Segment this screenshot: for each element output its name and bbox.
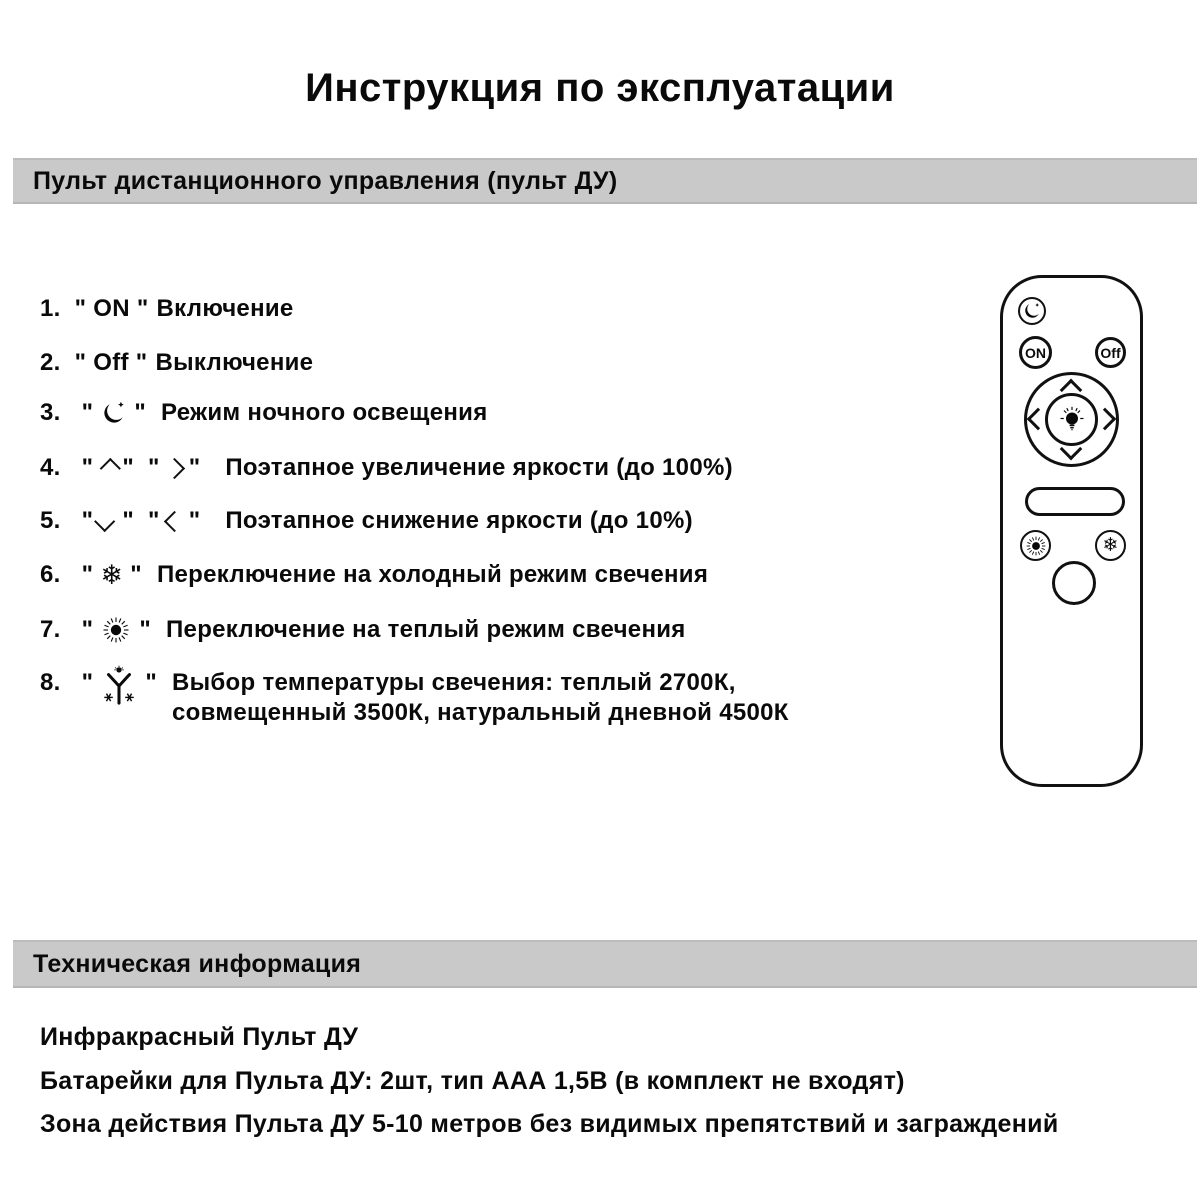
snowflake-icon: ❄	[100, 560, 124, 590]
item-text: Включение	[156, 295, 294, 322]
quote: "	[81, 399, 94, 426]
light-center-button	[1045, 393, 1098, 446]
bar-button	[1025, 487, 1125, 516]
quote: "	[139, 616, 151, 643]
section-header-tech	[13, 940, 1197, 988]
light-bulb-icon	[1054, 402, 1090, 438]
page-title: Инструкция по эксплуатации	[305, 66, 895, 110]
cold-mode-button	[1095, 530, 1126, 561]
quote: "	[81, 616, 94, 643]
tech-line-range: Зона действия Пульта ДУ 5-10 метров без видимых препятствий и заграждений	[40, 1110, 1059, 1138]
quote: "	[148, 454, 160, 481]
item-text: Переключение на теплый режим свечения	[166, 616, 686, 643]
off-button	[1095, 337, 1126, 368]
quote: "	[134, 399, 146, 426]
list-item-3	[40, 398, 488, 428]
quote: "	[145, 669, 157, 696]
item-text-line1: Выбор температуры свечения: теплый 2700К,	[172, 669, 736, 696]
item-text: Переключение на холодный режим свечения	[156, 561, 709, 588]
list-item-4	[40, 453, 733, 483]
moon-icon	[100, 400, 127, 427]
item-number: 4.	[40, 454, 61, 481]
night-mode-button	[1018, 297, 1046, 325]
warm-sun-icon	[100, 614, 132, 646]
section-header-tech-label: Техническая информация	[33, 949, 362, 978]
warm-mode-button	[1020, 530, 1051, 561]
tech-line-batteries: Батарейки для Пульта ДУ: 2шт, тип ААА 1,5В (в комплект не входят)	[40, 1067, 905, 1095]
list-item-5	[40, 506, 693, 536]
item-number: 6.	[40, 561, 61, 588]
item-text-line2: совмещенный 3500К, натуральный дневной 4500К	[172, 699, 789, 726]
quote: "	[81, 507, 94, 534]
item-number: 5.	[40, 507, 61, 534]
quote: "	[148, 507, 160, 534]
bottom-round-button	[1052, 561, 1096, 605]
moon-icon	[1022, 301, 1042, 321]
section-header-remote	[13, 158, 1197, 204]
item-text	[172, 668, 789, 728]
on-symbol-quoted: " ON "	[74, 295, 149, 322]
remote-control-illustration	[1000, 275, 1143, 787]
quote: "	[188, 507, 201, 534]
off-button-label: Off	[1100, 344, 1121, 361]
quote: "	[130, 561, 142, 588]
item-number: 7.	[40, 616, 61, 643]
item-number: 2.	[40, 349, 61, 376]
on-button-label: ON	[1025, 344, 1046, 361]
left-chevron-icon	[164, 510, 185, 531]
item-text: Режим ночного освещения	[161, 399, 488, 426]
quote: "	[122, 454, 134, 481]
brightness-down-chevron-icon	[94, 510, 115, 531]
brightness-up-chevron-icon	[100, 457, 121, 478]
list-item-7	[40, 614, 686, 646]
quote: "	[188, 454, 201, 481]
quote: "	[122, 507, 134, 534]
quote: "	[81, 454, 94, 481]
item-text: Поэтапное увеличение яркости (до 100%)	[225, 454, 733, 481]
snowflake-icon: ❄	[1102, 535, 1119, 556]
color-temperature-mix-icon	[100, 664, 138, 708]
list-item-2	[40, 348, 313, 378]
item-number: 1.	[40, 295, 61, 322]
quote: "	[81, 561, 94, 588]
item-number: 3.	[40, 399, 61, 426]
on-button	[1019, 336, 1052, 369]
brightness-dpad	[1024, 372, 1119, 467]
list-item-8	[40, 668, 789, 728]
section-header-remote-label: Пульт дистанционного управления (пульт ДУ)	[33, 166, 618, 195]
list-item-6	[40, 560, 708, 590]
right-chevron-icon	[164, 457, 185, 478]
item-text: Поэтапное снижение яркости (до 10%)	[225, 507, 693, 534]
warm-sun-icon	[1024, 534, 1048, 558]
list-item-1	[40, 294, 294, 324]
off-symbol-quoted: " Off "	[74, 349, 148, 376]
item-number: 8.	[40, 669, 61, 696]
tech-line-ir: Инфракрасный Пульт ДУ	[40, 1023, 359, 1051]
quote: "	[81, 669, 94, 696]
item-text: Выключение	[155, 349, 314, 376]
